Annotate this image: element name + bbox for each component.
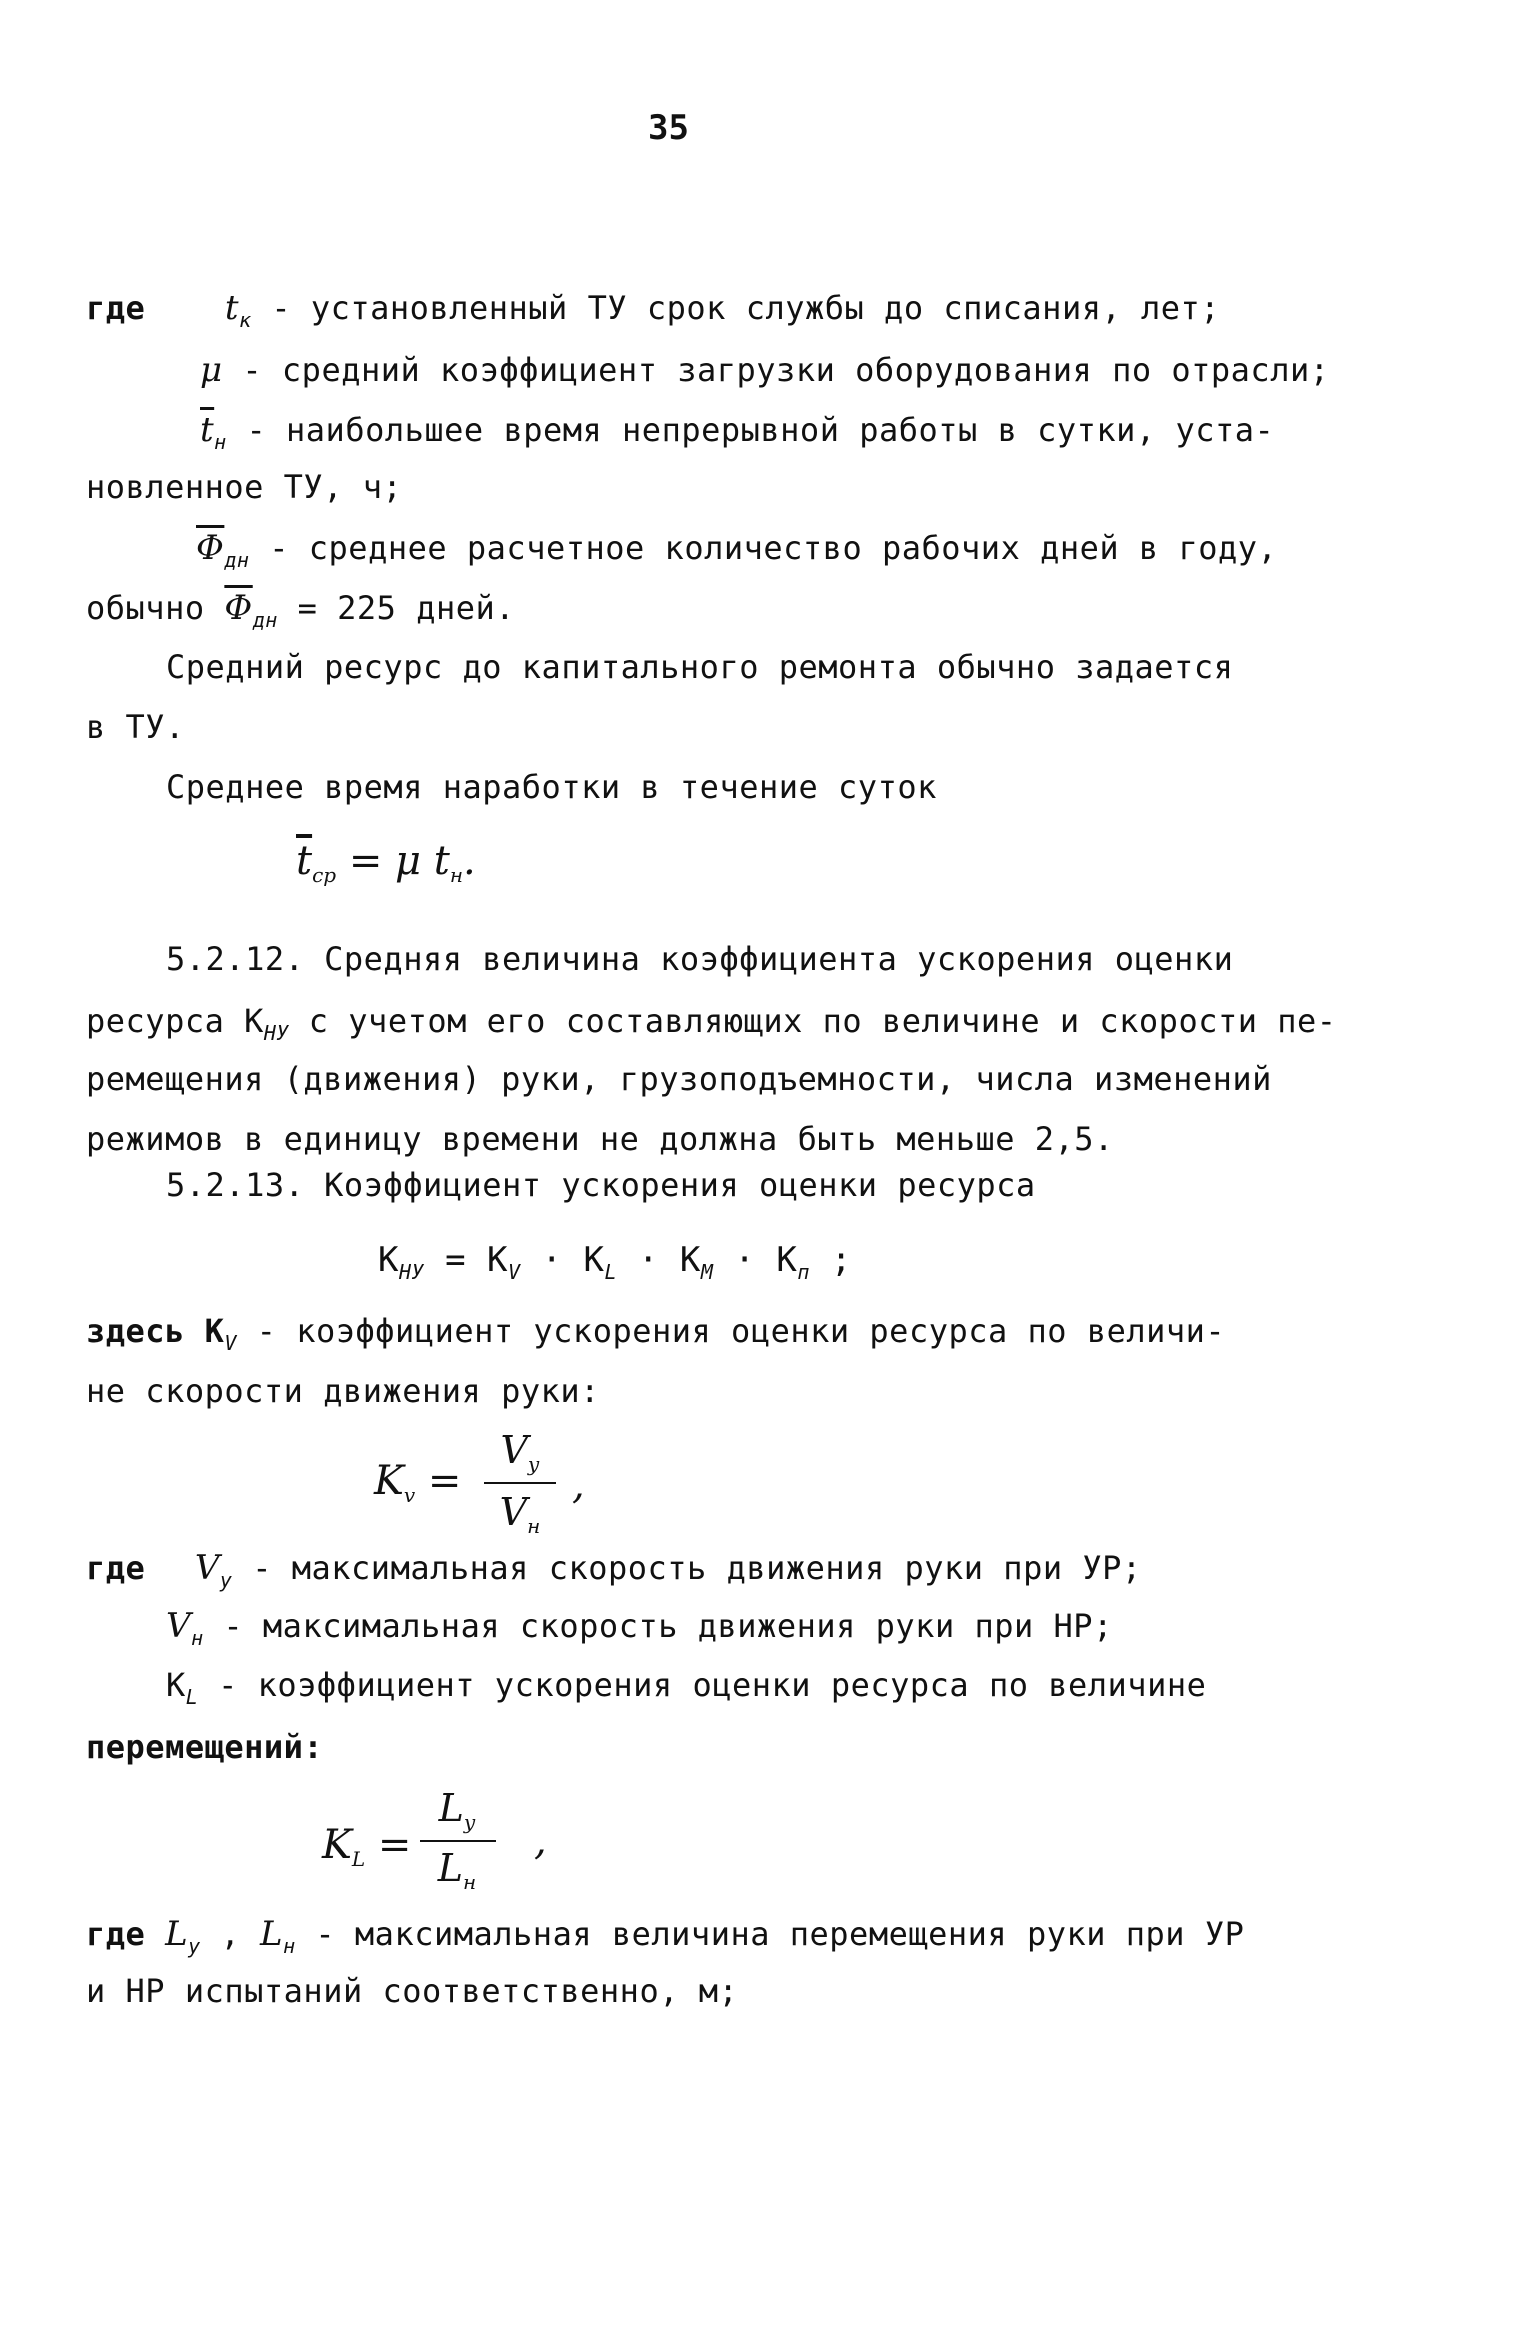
definition-vn <box>166 1606 1113 1650</box>
formula1-lhs: $\overline{t}$ <box>296 838 313 884</box>
formula3-num-sub: у <box>527 1452 540 1476</box>
p3-text-b: не скорости движения руки: <box>86 1372 600 1410</box>
paragraph-5-2-12-line-3 <box>86 1060 1272 1098</box>
formula2-end: ; <box>830 1240 852 1280</box>
paragraph-5-2-12-line-1 <box>166 940 1233 978</box>
formula1-rhs-sub: н <box>449 863 464 887</box>
definition-text-1: - установленный ТУ срок службы до списания, лет; <box>271 289 1221 327</box>
formula2-v-sub: V <box>507 1260 521 1284</box>
paragraph-line-9 <box>166 768 937 806</box>
paragraph-5-2-12-line-2 <box>86 1002 1337 1045</box>
formula3-comma: , <box>572 1462 585 1508</box>
formula4-den: L <box>437 1846 464 1890</box>
definition-text-5: - среднее расчетное количество рабочих дней в году, <box>269 529 1278 567</box>
definition-kl-line-2 <box>86 1728 323 1766</box>
symbol-l-y: L <box>165 1914 189 1954</box>
definition-text-2: - средний коэффициент загрузки оборудования по отрасли; <box>242 351 1330 389</box>
formula4-eq: = <box>377 1822 412 1868</box>
paragraph-line-8 <box>86 708 185 746</box>
formula2-n-sub: п <box>797 1260 810 1284</box>
definition-line-2 <box>200 350 1329 390</box>
formula3-denominator <box>490 1490 550 1538</box>
formula2-dot2: · К <box>637 1240 701 1280</box>
paragraph-kv-line-1 <box>86 1312 1225 1355</box>
formula2-k-sub: НУ <box>398 1260 425 1284</box>
formula3-numerator <box>490 1428 550 1476</box>
definition-text-vn: - максимальная скорость движения руки при НР; <box>223 1607 1113 1645</box>
p1-text-c: ремещения (движения) руки, грузоподъемности, числа изменений <box>86 1060 1272 1098</box>
paragraph-kv-line-2 <box>86 1372 600 1410</box>
where-word-3: где <box>86 1915 146 1953</box>
paragraph-5-2-13-line-1 <box>166 1166 1036 1204</box>
symbol-k-l: К <box>166 1666 186 1704</box>
formula3-k: K <box>374 1458 404 1504</box>
symbol-phi-dn-2: $\overline{\Phi}$ <box>224 588 253 628</box>
p1-text-a: 5.2.12. Средняя величина коэффициента ускорения оценки <box>166 940 1234 978</box>
p3-pre: здесь К <box>86 1312 225 1350</box>
paragraph-text-9: Среднее время наработки в течение суток <box>166 768 937 806</box>
definition-kl <box>166 1666 1206 1709</box>
definition-text-kl-2: перемещений: <box>86 1728 324 1766</box>
symbol-mu: μ <box>200 350 223 390</box>
formula4-denominator <box>424 1846 490 1894</box>
formula2-l-sub: L <box>604 1260 617 1284</box>
formula3-eq: = <box>427 1458 462 1504</box>
p3-sub: V <box>224 1331 237 1355</box>
symbol-v-y: V <box>194 1548 220 1588</box>
comma-sep: , <box>220 1915 241 1953</box>
formula4-lhs <box>322 1822 411 1871</box>
definition-vy <box>86 1548 1142 1592</box>
paragraph-text-8: в ТУ. <box>86 708 185 746</box>
p1-text-b-sub: НУ <box>263 1021 289 1045</box>
formula1-dot: . <box>463 838 476 884</box>
formula4-den-sub: н <box>463 1870 477 1894</box>
formula2-k: К <box>378 1240 399 1280</box>
definition-text-kl: - коэффициент ускорения оценки ресурса по величине <box>218 1666 1207 1704</box>
symbol-sub-k: к <box>239 308 252 332</box>
definition-text-vy: - максимальная скорость движения руки при УР; <box>252 1549 1142 1587</box>
page-number: 35 <box>648 108 689 148</box>
symbol-l-n: L <box>259 1914 284 1954</box>
formula-t-avg <box>296 838 476 887</box>
definition-ly-ln <box>86 1914 1244 1958</box>
symbol-phi-dn: $\overline{\Phi}$ <box>196 528 225 568</box>
symbol-t-n: $\overline{t}$ <box>200 410 215 450</box>
symbol-t-k: t <box>224 288 239 328</box>
p1-text-b: ресурса К <box>86 1002 264 1040</box>
formula2-m-sub: М <box>700 1260 714 1284</box>
paragraph-text-7: Средний ресурс до капитального ремонта обычно задается <box>166 648 1234 686</box>
formula-k-nu <box>378 1240 852 1284</box>
symbol-sub-dn-2: дн <box>252 608 278 632</box>
paragraph-5-2-12-line-4 <box>86 1120 1114 1158</box>
symbol-sub-vn: н <box>191 1626 204 1650</box>
definition-line-1 <box>86 288 1220 332</box>
usually-word: обычно <box>86 589 205 627</box>
symbol-sub-ly: у <box>188 1934 201 1958</box>
p1-text-b-rest: с учетом его составляющих по величине и скорости пе- <box>308 1002 1337 1040</box>
formula4-numerator <box>424 1786 490 1834</box>
formula4-k: K <box>322 1822 352 1868</box>
formula1-rhs: = μ t <box>348 838 450 884</box>
formula4-num-sub: у <box>463 1810 476 1834</box>
formula3-lhs <box>374 1458 461 1507</box>
definition-text-3: - наибольшее время непрерывной работы в сутки, уста- <box>246 411 1275 449</box>
definition-ly-ln-line-2 <box>86 1972 738 2010</box>
formula4-comma: , <box>534 1818 547 1864</box>
formula4-k-sub: L <box>351 1847 366 1871</box>
formula3-k-sub: v <box>403 1483 416 1507</box>
definition-line-5 <box>196 528 1277 572</box>
formula2-dot1: · К <box>541 1240 605 1280</box>
symbol-sub-n: н <box>214 430 227 454</box>
symbol-sub-ln: н <box>283 1934 296 1958</box>
formula4-num: L <box>438 1786 464 1830</box>
symbol-sub-y: у <box>219 1568 233 1592</box>
formula3-den: V <box>499 1490 528 1534</box>
definition-line-4 <box>86 468 402 506</box>
formula4-fraction-bar <box>420 1840 496 1842</box>
p1-text-d: режимов в единицу времени не должна быть меньше 2,5. <box>86 1120 1114 1158</box>
p3-text-a: - коэффициент ускорения оценки ресурса по величи- <box>256 1312 1226 1350</box>
definition-text-ly-ln: - максимальная величина перемещения руки при УР <box>315 1915 1245 1953</box>
paragraph-line-7 <box>166 648 1233 686</box>
formula1-lhs-sub: ср <box>312 863 337 887</box>
symbol-sub-dn: дн <box>224 548 250 572</box>
where-word: где <box>86 289 146 327</box>
formula3-den-sub: н <box>527 1514 541 1538</box>
symbol-sub-l: L <box>185 1685 199 1709</box>
definition-text-4: новленное ТУ, ч; <box>86 468 403 506</box>
formula3-num: V <box>500 1428 528 1472</box>
definition-text-6: = 225 дней. <box>297 589 516 627</box>
formula2-eq: = К <box>445 1240 508 1280</box>
definition-line-3 <box>200 410 1274 454</box>
formula2-dot3: · К <box>734 1240 798 1280</box>
symbol-v-n: V <box>166 1606 192 1646</box>
definition-line-6 <box>86 588 515 632</box>
definition-text-ly-ln-2: и НР испытаний соответственно, м; <box>86 1972 739 2010</box>
formula3-fraction-bar <box>484 1482 556 1484</box>
where-word-2: где <box>86 1549 146 1587</box>
p2-text-a: 5.2.13. Коэффициент ускорения оценки ресурса <box>166 1166 1036 1204</box>
